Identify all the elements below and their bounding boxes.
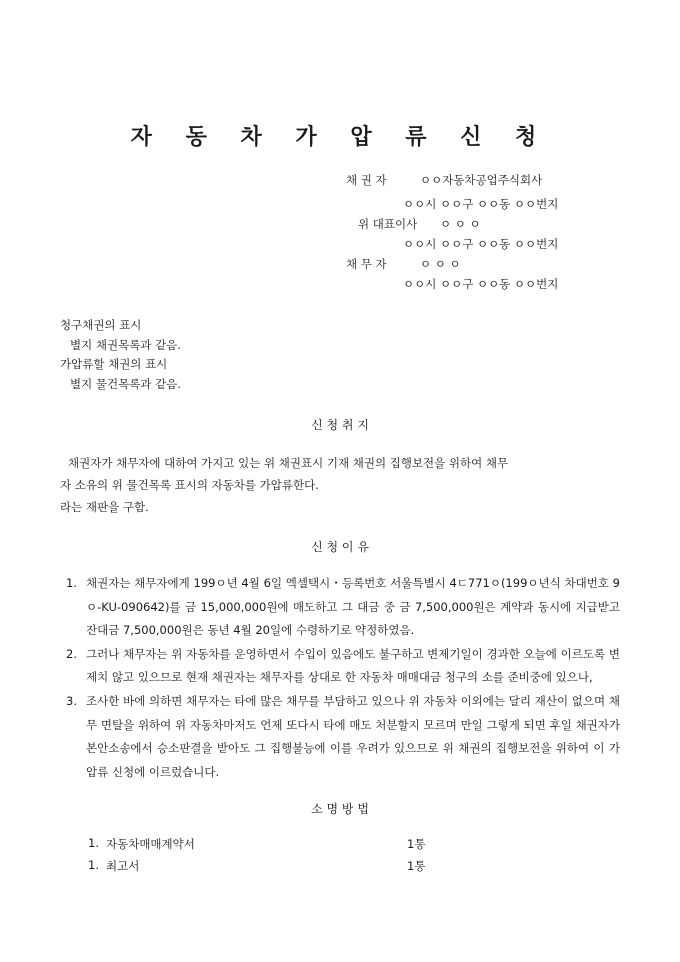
evidence-quantity: 1통 [407, 837, 426, 851]
creditor-name: ㅇㅇ자동차공업주식회사 [420, 173, 543, 187]
seize-text: 별지 물건목록과 같음. [70, 377, 181, 391]
reason-text: 조사한 바에 의하면 채무자는 타에 많은 채무를 부담하고 있으나 위 자동차 이외에는 달리 재산이 없으며 채무 면탈을 위하여 위 자동차마저도 언제 또다시 타에 매도 처분할지 모르며 만일 그렇게 되면 후일 채권자가 본안소송에서 승소판결을 받아도 그 집행불능에 이를 우려가 있으므로 위 채권의 집행보전을 위하여 이 가압류 신청에 이르렀습니다. [86, 693, 620, 779]
reason-item [66, 690, 620, 784]
evidence-number: 1. [88, 836, 99, 850]
representative-label: 위 대표이사 [358, 217, 418, 231]
creditor-label: 채 권 자 [346, 173, 387, 187]
representative-address: ㅇㅇ시 ㅇㅇ구 ㅇㅇ동 ㅇㅇ번지 [403, 237, 559, 251]
reason-number: 2. [66, 646, 77, 661]
document-title: 자 동 차 가 압 류 신 청 [130, 124, 550, 150]
reason-text: 그러나 채무자는 위 자동차를 운영하면서 수입이 있음에도 불구하고 변제기일이 경과한 오늘에 이르도록 변제치 않고 있으므로 현재 채권자는 채무자를 상대로 한 자동차 매매대금 청구의 소를 준비중에 있으나, [86, 646, 620, 685]
creditor-address: ㅇㅇ시 ㅇㅇ구 ㅇㅇ동 ㅇㅇ번지 [403, 197, 559, 211]
purpose-line-3: 라는 재판을 구함. [60, 500, 149, 514]
purpose-heading: 신 청 취 지 [311, 418, 369, 432]
seize-heading: 가압류할 채권의 표시 [60, 357, 168, 371]
evidence-name: 자동차매매계약서 [106, 837, 195, 851]
evidence-name: 최고서 [106, 859, 140, 873]
reasons-list [66, 572, 620, 784]
reason-number: 3. [66, 693, 77, 708]
representative-name: ㅇ ㅇ ㅇ [440, 217, 481, 231]
purpose-line-1: 채권자가 채무자에 대하여 가지고 있는 위 채권표시 기재 채권의 집행보전을 위하여 채무 [68, 456, 509, 470]
debtor-name: ㅇ ㅇ ㅇ [420, 257, 461, 271]
reason-text: 채권자는 채무자에게 199ㅇ년 4월 6일 엑셀택시・등록번호 서울특별시 4ㄷ771ㅇ(199ㅇ년식 차대번호 9ㅇ-KU-090642)를 금 15,000,000원에 매도하고 그 대금 중 금 7,500,000원은 계약과 동시에 지급받고 잔대금 7,500,000원은 동년 4월 20일에 수령하기로 약정하였음. [86, 576, 620, 638]
debtor-address: ㅇㅇ시 ㅇㅇ구 ㅇㅇ동 ㅇㅇ번지 [403, 277, 559, 291]
reason-item [66, 572, 620, 643]
claim-text: 별지 채권목록과 같음. [70, 338, 181, 352]
reason-number: 1. [66, 576, 77, 590]
reason-item [66, 643, 620, 690]
evidence-number: 1. [88, 858, 99, 872]
claim-heading: 청구채권의 표시 [60, 318, 142, 332]
debtor-label: 채 무 자 [346, 257, 387, 271]
evidence-quantity: 1통 [407, 859, 426, 873]
evidence-heading: 소 명 방 법 [311, 802, 369, 816]
purpose-line-2: 자 소유의 위 물건목록 표시의 자동차를 가압류한다. [60, 478, 319, 492]
reasons-heading: 신 청 이 유 [311, 540, 369, 554]
